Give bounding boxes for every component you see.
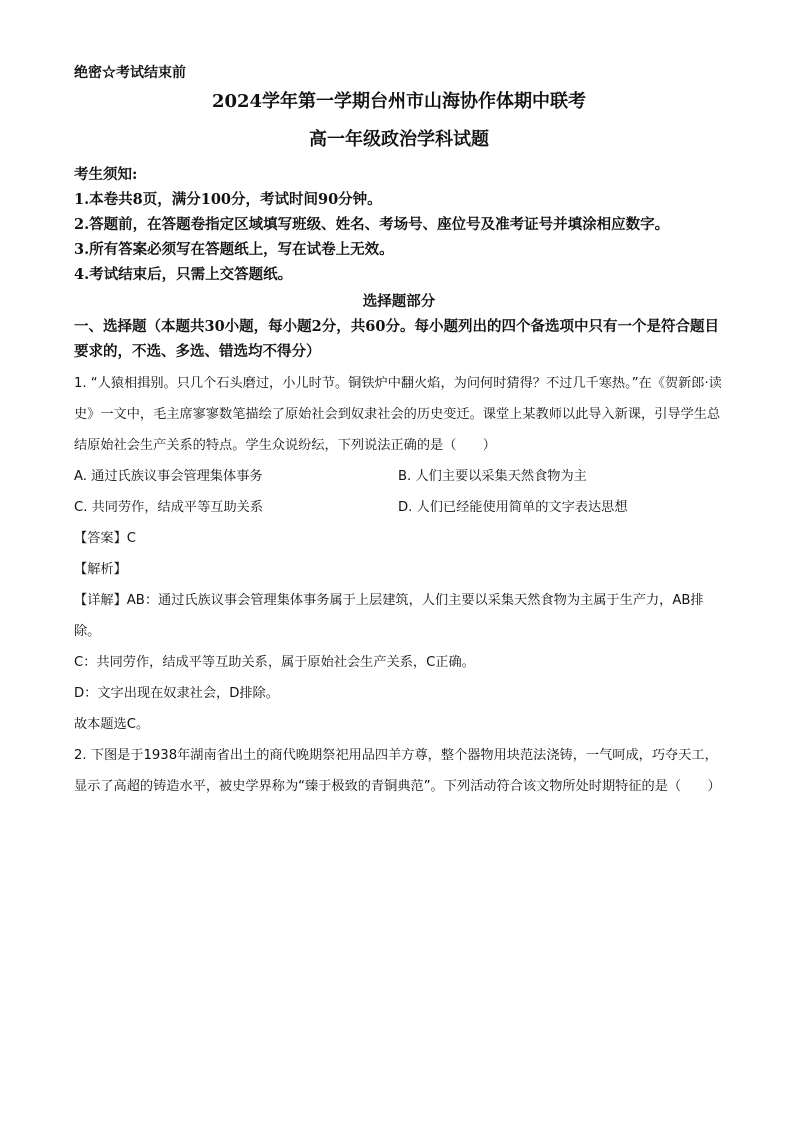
detail-label: 【 详解 】 xyxy=(74,593,127,608)
option-c: C. 共同劳作，结成平等互助关系 xyxy=(74,500,264,515)
exam-subtitle: 高一年级政治学科试题 xyxy=(309,129,489,150)
exam-page xyxy=(74,62,724,1062)
section-title: 选择题部分 xyxy=(362,293,436,310)
exam-title: 2024学年第一学期台州市山海协作体期中联考 xyxy=(211,91,587,112)
analysis-label: 【 解析 】 xyxy=(74,562,127,577)
question-1 xyxy=(74,368,724,740)
candidate-notice xyxy=(74,162,724,287)
detail-line-2: C：共同劳作，结成平等互助关系，属于原始社会生产关系，C正确。 xyxy=(74,655,475,670)
answer-line xyxy=(74,523,724,554)
option-d: D. 人们已经能使用简单的文字表达思想 xyxy=(398,500,628,515)
answer-value: C xyxy=(126,531,136,546)
section-instructions: 一、选择题（本题共30小题，每小题2分，共60分。每小题列出的四个备选项中只有一个是符合题目要求的，不选、多选、错选均不得分） xyxy=(74,318,719,360)
option-a: A. 通过氏族议事会管理集体事务 xyxy=(74,469,263,484)
question-2 xyxy=(74,740,724,1062)
analysis-line xyxy=(74,554,724,585)
detail-text-1: AB：通过氏族议事会管理集体事务属于上层建筑，人们主要以采集天然食物为主属于生产力，AB排除。 xyxy=(74,593,704,639)
question-2-stem: 2. 下图是于1938年湖南省出土的商代晚期祭祀用品四羊方尊，整个器物用块范法浇铸，一气呵成，巧夺天工，显示了高超的铸造水平，被史学界称为“臻于极致的青铜典范”。下列活动符合该文物所处时期特征的是（ ） xyxy=(74,748,721,794)
notice-item-4: 4.考试结束后，只需上交答题纸。 xyxy=(74,266,293,283)
question-1-options xyxy=(74,461,724,523)
question-1-stem: 1. “人猿相揖别。只几个石头磨过，小儿时节。铜铁炉中翻火焰，为问何时猜得？不过几千寒热。”在《贺新郎·读史》一文中，毛主席寥寥数笔描绘了原始社会到奴隶社会的历史变迁。课堂上某教师以此导入新课，引导学生总结原始社会生产关系的特点。学生众说纷纭，下列说法正确的是（ ） xyxy=(74,376,722,453)
detail-line-4: 故本题选C。 xyxy=(74,717,150,732)
option-b: B. 人们主要以采集天然食物为主 xyxy=(398,469,587,484)
detail-line-3: D：文字出现在奴隶社会，D排除。 xyxy=(74,686,279,701)
notice-item-1: 1.本卷共8页，满分100分，考试时间90分钟。 xyxy=(74,191,382,208)
figure-placeholder xyxy=(74,802,724,1062)
secret-mark: 绝密☆考试结束前 xyxy=(74,65,186,81)
notice-item-3: 3.所有答案必须写在答题纸上，写在试卷上无效。 xyxy=(74,241,394,258)
notice-item-2: 2.答题前，在答题卷指定区域填写班级、姓名、考场号、座位号及准考证号并填涂相应数字。 xyxy=(74,216,670,233)
notice-heading: 考生须知: xyxy=(74,166,138,183)
detail-line-1 xyxy=(74,585,724,647)
answer-label: 【 答案 】 xyxy=(74,531,127,546)
